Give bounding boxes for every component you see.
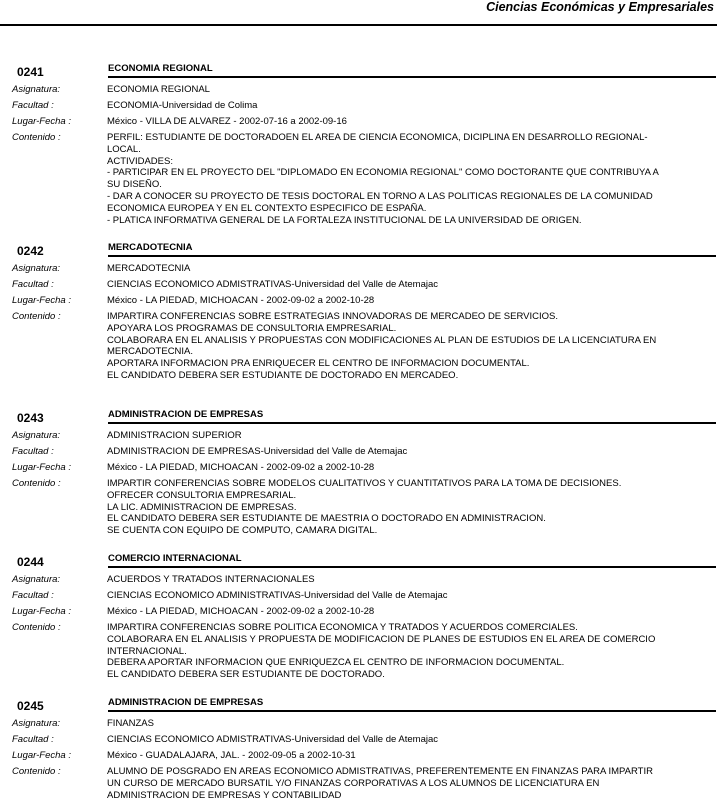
contenido-line: EL CANDIDATO DEBERA SER ESTUDIANTE DE MAESTRIA O DOCTORADO EN ADMINISTRACION. bbox=[107, 513, 546, 525]
lugar-fecha-value: México - LA PIEDAD, MICHOACAN - 2002-09-02 a 2002-10-28 bbox=[107, 462, 375, 473]
contenido-line: EL CANDIDATO DEBERA SER ESTUDIANTE DE DOCTORADO. bbox=[107, 669, 385, 681]
asignatura-value: FINANZAS bbox=[107, 718, 154, 729]
asignatura-value: ADMINISTRACION SUPERIOR bbox=[107, 430, 242, 441]
page-title: Ciencias Económicas y Empresariales bbox=[486, 0, 714, 14]
entry-code: 0243 bbox=[17, 411, 44, 425]
contenido-line: IMPARTIRA CONFERENCIAS SOBRE POLITICA ECONOMICA Y TRATADOS Y ACUERDOS COMERCIALES. bbox=[107, 622, 578, 633]
contenido-line: APOYARA LOS PROGRAMAS DE CONSULTORIA EMPRESARIAL. bbox=[107, 322, 397, 334]
contenido-line: - PLATICA INFORMATIVA GENERAL DE LA FORTALEZA INSTITUCIONAL DE LA UNIVERSIDAD DE ORIGEN. bbox=[107, 214, 582, 226]
facultad-value: ECONOMIA-Universidad de Colima bbox=[107, 100, 258, 111]
contenido-line: - PARTICIPAR EN EL PROYECTO DEL "DIPLOMADO EN ECONOMIA REGIONAL" COMO DOCTORANTE QUE CONTRIBUYA A bbox=[107, 167, 659, 179]
contenido-line: COLABORARA EN EL ANALISIS Y PROPUESTA DE MODIFICACION DE PLANES DE ESTUDIOS EN EL AREA DE COMERCIO bbox=[107, 633, 656, 645]
contenido-label: Contenido : bbox=[12, 622, 61, 633]
entry-heading: MERCADOTECNIA bbox=[108, 242, 193, 253]
asignatura-value: ECONOMIA REGIONAL bbox=[107, 84, 210, 95]
entry-code: 0245 bbox=[17, 699, 44, 713]
contenido-line: APORTARA INFORMACION PRA ENRIQUECER EL CENTRO DE INFORMACION DOCUMENTAL. bbox=[107, 358, 530, 370]
contenido-line: SU DISEÑO. bbox=[107, 179, 162, 191]
contenido-line: DEBERA APORTAR INFORMACION QUE ENRIQUEZCA EL CENTRO DE INFORMACION DOCUMENTAL. bbox=[107, 657, 565, 669]
facultad-label: Facultad : bbox=[12, 590, 54, 601]
lugar-fecha-value: México - VILLA DE ALVAREZ - 2002-07-16 a 2002-09-16 bbox=[107, 116, 347, 127]
asignatura-label: Asignatura: bbox=[12, 430, 61, 441]
entry-heading: ADMINISTRACION DE EMPRESAS bbox=[108, 697, 264, 708]
contenido-label: Contenido : bbox=[12, 766, 61, 777]
asignatura-label: Asignatura: bbox=[12, 718, 61, 729]
page-header bbox=[0, 0, 717, 26]
contenido-line: EL CANDIDATO DEBERA SER ESTUDIANTE DE DOCTORADO EN MERCADEO. bbox=[107, 369, 459, 381]
asignatura-label: Asignatura: bbox=[12, 574, 61, 585]
contenido-line: ADMINISTRACION DE EMPRESAS Y CONTABILIDAD bbox=[107, 789, 342, 801]
lugar-fecha-value: México - LA PIEDAD, MICHOACAN - 2002-09-02 a 2002-10-28 bbox=[107, 606, 375, 617]
lugar-fecha-value: México - LA PIEDAD, MICHOACAN - 2002-09-02 a 2002-10-28 bbox=[107, 295, 375, 306]
contenido-line: IMPARTIR CONFERENCIAS SOBRE MODELOS CUALITATIVOS Y CUANTITATIVOS PARA LA TOMA DE DECISIONES. bbox=[107, 478, 622, 489]
lugar-fecha-label: Lugar-Fecha : bbox=[12, 116, 71, 127]
facultad-value: ADMINISTRACION DE EMPRESAS-Universidad del Valle de Atemajac bbox=[107, 446, 408, 457]
entry-rule bbox=[108, 255, 716, 257]
entry-code: 0244 bbox=[17, 555, 44, 569]
contenido-line: UN CURSO DE MERCADO BURSATIL Y/O FINANZAS CORPORATIVAS A LOS ALUMNOS DE LICENCIATURA EN bbox=[107, 777, 600, 789]
contenido-line: ACTIVIDADES: bbox=[107, 155, 173, 167]
lugar-fecha-label: Lugar-Fecha : bbox=[12, 462, 71, 473]
facultad-label: Facultad : bbox=[12, 446, 54, 457]
contenido-line: LA LIC. ADMINISTRACION DE EMPRESAS. bbox=[107, 501, 297, 513]
entry-heading: ECONOMIA REGIONAL bbox=[108, 63, 213, 74]
entry-heading: ADMINISTRACION DE EMPRESAS bbox=[108, 409, 264, 420]
asignatura-value: MERCADOTECNIA bbox=[107, 263, 191, 274]
entry-rule bbox=[108, 710, 716, 712]
contenido-value bbox=[107, 311, 707, 382]
lugar-fecha-label: Lugar-Fecha : bbox=[12, 606, 71, 617]
contenido-line: SE CUENTA CON EQUIPO DE COMPUTO, CAMARA DIGITAL. bbox=[107, 525, 378, 537]
lugar-fecha-label: Lugar-Fecha : bbox=[12, 295, 71, 306]
facultad-label: Facultad : bbox=[12, 734, 54, 745]
contenido-line: ALUMNO DE POSGRADO EN AREAS ECONOMICO ADMISTRATIVAS, PREFERENTEMENTE EN FINANZAS PARA IMPARTIR bbox=[107, 766, 653, 777]
asignatura-value: ACUERDOS Y TRATADOS INTERNACIONALES bbox=[107, 574, 315, 585]
contenido-line: PERFIL: ESTUDIANTE DE DOCTORADOEN EL AREA DE CIENCIA ECONOMICA, DICIPLINA EN DESARROLLO REGIONAL- bbox=[107, 132, 648, 143]
facultad-value: CIENCIAS ECONOMICO ADMINISTRATIVAS-Universidad del Valle de Atemajac bbox=[107, 590, 448, 601]
contenido-line: ECONOMICA EUROPEA Y EN EL CONTEXTO ESPECIFICO DE ESPAÑA. bbox=[107, 202, 427, 214]
contenido-value bbox=[107, 766, 707, 801]
contenido-value bbox=[107, 132, 707, 226]
contenido-value bbox=[107, 622, 707, 681]
contenido-line: INTERNACIONAL. bbox=[107, 645, 187, 657]
entry-rule bbox=[108, 566, 716, 568]
entry-rule bbox=[108, 76, 716, 78]
entry-code: 0241 bbox=[17, 65, 44, 79]
contenido-line: MERCADOTECNIA. bbox=[107, 346, 194, 358]
contenido-line: IMPARTIRA CONFERENCIAS SOBRE ESTRATEGIAS INNOVADORAS DE MERCADEO DE SERVICIOS. bbox=[107, 311, 558, 322]
entry-heading: COMERCIO INTERNACIONAL bbox=[108, 553, 242, 564]
contenido-line: OFRECER CONSULTORIA EMPRESARIAL. bbox=[107, 489, 297, 501]
asignatura-label: Asignatura: bbox=[12, 84, 61, 95]
contenido-line: - DAR A CONOCER SU PROYECTO DE TESIS DOCTORAL EN TORNO A LAS POLITICAS REGIONALES DE LA COMUNIDAD bbox=[107, 190, 653, 202]
contenido-label: Contenido : bbox=[12, 311, 61, 322]
lugar-fecha-value: México - GUADALAJARA, JAL. - 2002-09-05 a 2002-10-31 bbox=[107, 750, 356, 761]
entry-rule bbox=[108, 422, 716, 424]
asignatura-label: Asignatura: bbox=[12, 263, 61, 274]
facultad-label: Facultad : bbox=[12, 279, 54, 290]
facultad-value: CIENCIAS ECONOMICO ADMISTRATIVAS-Universidad del Valle de Atemajac bbox=[107, 734, 439, 745]
contenido-label: Contenido : bbox=[12, 132, 61, 143]
facultad-label: Facultad : bbox=[12, 100, 54, 111]
contenido-label: Contenido : bbox=[12, 478, 61, 489]
entry-code: 0242 bbox=[17, 244, 44, 258]
facultad-value: CIENCIAS ECONOMICO ADMISTRATIVAS-Universidad del Valle de Atemajac bbox=[107, 279, 439, 290]
contenido-line: LOCAL. bbox=[107, 143, 141, 155]
contenido-value bbox=[107, 478, 707, 537]
contenido-line: COLABORARA EN EL ANALISIS Y PROPUESTAS CON MODIFICACIONES AL PLAN DE ESTUDIOS DE LA LICENCIATURA EN bbox=[107, 334, 657, 346]
lugar-fecha-label: Lugar-Fecha : bbox=[12, 750, 71, 761]
